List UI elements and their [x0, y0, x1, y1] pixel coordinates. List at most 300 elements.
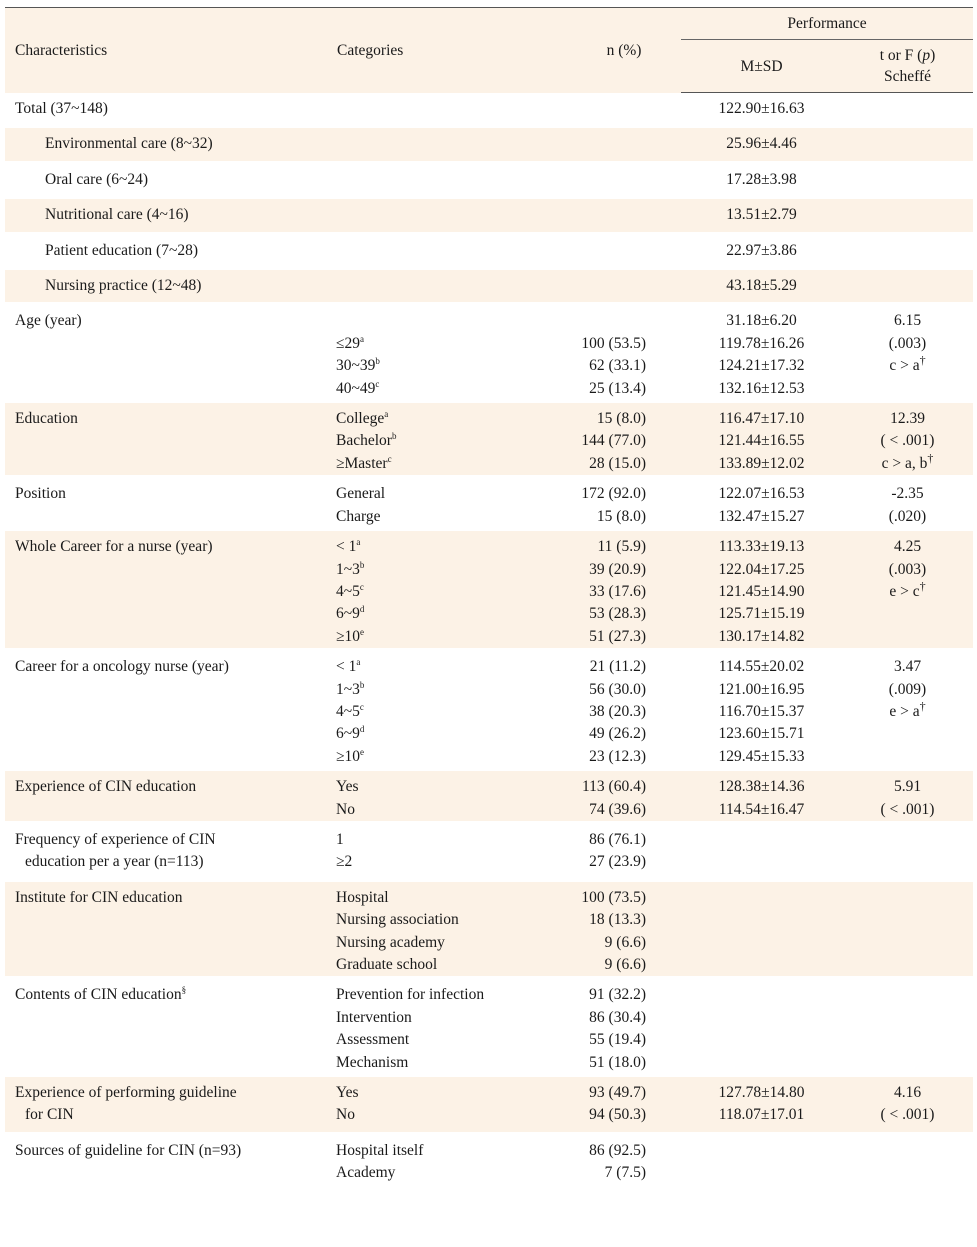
n-percent-line: [543, 310, 646, 332]
mean-sd-text: 132.47±15.27: [718, 507, 805, 525]
n-percent-line: [543, 1162, 646, 1184]
characteristic-text: Experience of CIN education: [15, 778, 197, 796]
table-body: [5, 93, 973, 1188]
category-superscript: b: [391, 431, 397, 442]
characteristic-cell: [5, 979, 327, 1077]
n-percent-text: 172 (92.0): [581, 485, 646, 503]
category-line: [336, 932, 543, 954]
header-characteristics: Characteristics: [5, 7, 327, 93]
characteristic-line: [45, 240, 327, 262]
mean-sd-text: 43.18±5.29: [726, 277, 797, 295]
test-statistic-text: (.003): [888, 560, 927, 578]
characteristic-line: [45, 169, 327, 191]
test-statistic-cell: [842, 199, 973, 234]
mean-sd-cell: [681, 305, 842, 403]
test-statistic-text: e > a: [889, 702, 920, 720]
mean-sd-line: [681, 453, 842, 475]
n-percent-text: 38 (20.3): [589, 702, 646, 720]
mean-sd-text: 22.97±3.86: [726, 241, 797, 259]
mean-sd-line: [681, 355, 842, 377]
test-statistic-line: [842, 578, 973, 603]
n-percent-text: 62 (33.1): [589, 357, 646, 375]
category-text: Nursing association: [336, 911, 459, 929]
characteristic-cell: [5, 1077, 327, 1135]
characteristic-text: Position: [15, 485, 66, 503]
mean-sd-text: 132.16±12.53: [718, 379, 805, 397]
characteristic-cell: [5, 270, 327, 305]
mean-sd-text: 122.07±16.53: [718, 485, 805, 503]
n-percent-text: 15 (8.0): [596, 507, 646, 525]
mean-sd-line: [681, 204, 842, 226]
mean-sd-cell: [681, 651, 842, 771]
category-line: [336, 746, 543, 768]
category-text: 30~39: [336, 357, 376, 375]
category-text: College: [336, 410, 385, 428]
category-text: Intervention: [336, 1008, 412, 1026]
mean-sd-line: [681, 275, 842, 297]
test-statistic-text: (.020): [888, 507, 927, 525]
n-percent-cell: [543, 93, 681, 128]
test-statistic-line: [842, 559, 973, 581]
category-superscript: d: [359, 724, 365, 735]
test-statistic-line: [842, 1104, 973, 1126]
test-statistic-cell: [842, 979, 973, 1077]
test-statistic-cell: [842, 128, 973, 163]
category-text: < 1: [336, 538, 357, 556]
n-percent-text: 9 (6.6): [604, 933, 646, 951]
n-percent-text: 21 (11.2): [589, 658, 646, 676]
n-percent-cell: [543, 1077, 681, 1135]
category-line: [336, 1140, 543, 1162]
characteristic-line: [15, 656, 327, 678]
mean-sd-line: [681, 603, 842, 625]
test-statistic-cell: [842, 651, 973, 771]
test-statistic-cell: [842, 403, 973, 478]
characteristic-text: Total (37~148): [15, 100, 108, 117]
header-categories: Categories: [327, 7, 543, 93]
test-statistic-text: 12.39: [890, 410, 925, 428]
mean-sd-line: [681, 1082, 842, 1104]
characteristic-line: [15, 984, 327, 1006]
characteristic-text: Nursing practice (12~48): [45, 277, 202, 295]
n-percent-cell: [543, 771, 681, 824]
n-percent-line: [543, 453, 646, 475]
mean-sd-line: [681, 310, 842, 332]
n-percent-text: 25 (13.4): [589, 379, 646, 397]
n-percent-text: 9 (6.6): [604, 956, 646, 973]
mean-sd-text: 121.45±14.90: [718, 582, 805, 600]
n-percent-cell: [543, 164, 681, 199]
mean-sd-line: [681, 506, 842, 528]
test-statistic-text: (.009): [888, 680, 927, 698]
category-superscript: b: [359, 559, 365, 570]
table-row: [5, 824, 973, 882]
mean-sd-cell: [681, 979, 842, 1077]
characteristic-cell: [5, 824, 327, 882]
mean-sd-text: 133.89±12.02: [718, 454, 805, 472]
category-line: [336, 909, 543, 931]
characteristic-text: Frequency of experience of CIN: [15, 830, 216, 848]
mean-sd-cell: [681, 824, 842, 882]
category-line: [336, 378, 543, 400]
mean-sd-text: 129.45±15.33: [718, 747, 805, 765]
mean-sd-line: [681, 378, 842, 400]
test-statistic-line: [842, 698, 973, 723]
category-cell: [327, 235, 543, 270]
mean-sd-line: [681, 333, 842, 355]
category-text: ≤29: [336, 334, 361, 352]
table-header: [5, 7, 973, 93]
table-row: [5, 270, 973, 305]
mean-sd-text: 17.28±3.98: [726, 170, 797, 188]
header-mean-sd: M±SD: [681, 40, 842, 93]
n-percent-line: [543, 355, 646, 377]
test-statistic-superscript: †: [919, 353, 926, 368]
test-statistic-superscript: †: [919, 698, 926, 713]
category-text: 40~49: [336, 379, 376, 397]
category-line: [336, 1052, 543, 1074]
category-line: [336, 776, 543, 798]
category-cell: [327, 270, 543, 305]
characteristics-table: [5, 7, 973, 1188]
characteristic-line: [15, 310, 327, 332]
n-percent-text: 144 (77.0): [581, 432, 646, 450]
test-statistic-cell: [842, 235, 973, 270]
mean-sd-cell: [681, 199, 842, 234]
category-superscript: e: [360, 626, 365, 637]
table-row: [5, 882, 973, 980]
test-statistic-cell: [842, 882, 973, 980]
characteristic-line: [15, 887, 327, 909]
n-percent-text: 100 (53.5): [581, 334, 646, 352]
mean-sd-cell: [681, 235, 842, 270]
category-text: Yes: [336, 1084, 359, 1102]
n-percent-line: [543, 909, 646, 931]
mean-sd-text: 119.78±16.26: [718, 334, 805, 352]
category-line: [336, 603, 543, 625]
mean-sd-text: 122.04±17.25: [718, 560, 805, 578]
characteristic-line: [15, 851, 327, 873]
test-statistic-text: ( < .001): [880, 800, 935, 818]
category-text: 6~9: [336, 605, 360, 623]
category-superscript: b: [375, 356, 380, 367]
n-percent-line: [543, 333, 646, 355]
category-cell: [327, 164, 543, 199]
n-percent-line: [543, 851, 646, 873]
characteristic-cell: [5, 478, 327, 531]
n-percent-text: 56 (30.0): [589, 680, 646, 698]
test-statistic-line: [842, 450, 973, 475]
mean-sd-text: 125.71±15.19: [718, 605, 805, 623]
category-superscript: a: [356, 657, 361, 668]
category-cell: [327, 1135, 543, 1188]
n-percent-line: [543, 887, 646, 909]
category-text: 1~3: [336, 560, 360, 578]
mean-sd-cell: [681, 1135, 842, 1188]
mean-sd-cell: [681, 531, 842, 651]
category-text: Hospital itself: [336, 1141, 424, 1159]
category-text: 6~9: [336, 725, 360, 743]
characteristic-line: [15, 536, 327, 558]
category-cell: [327, 403, 543, 478]
category-cell: [327, 531, 543, 651]
characteristic-text: Whole Career for a nurse (year): [15, 538, 213, 556]
category-text: Mechanism: [336, 1053, 409, 1071]
n-percent-text: 15 (8.0): [596, 410, 646, 428]
characteristic-cell: [5, 1135, 327, 1188]
characteristic-cell: [5, 882, 327, 980]
mean-sd-cell: [681, 882, 842, 980]
n-percent-text: 53 (28.3): [589, 605, 646, 623]
test-statistic-text: 3.47: [893, 658, 922, 676]
category-line: [336, 799, 543, 821]
category-superscript: d: [359, 604, 365, 615]
characteristic-text: Age (year): [15, 312, 82, 330]
n-percent-line: [543, 1007, 646, 1029]
n-percent-line: [543, 723, 646, 745]
category-superscript: a: [384, 409, 389, 420]
characteristic-cell: [5, 128, 327, 163]
n-percent-line: [543, 799, 646, 821]
test-statistic-cell: [842, 1077, 973, 1135]
mean-sd-cell: [681, 270, 842, 305]
characteristic-superscript: §: [181, 985, 187, 996]
n-percent-text: 93 (49.7): [589, 1084, 646, 1102]
n-percent-text: 55 (19.4): [589, 1031, 646, 1049]
mean-sd-text: 121.00±16.95: [718, 680, 805, 698]
category-text: Academy: [336, 1164, 396, 1182]
mean-sd-text: 31.18±6.20: [726, 312, 797, 330]
category-line: [336, 1162, 543, 1184]
test-statistic-text: -2.35: [891, 485, 924, 503]
n-percent-text: 86 (76.1): [589, 830, 646, 848]
n-percent-line: [543, 954, 646, 976]
category-line: [336, 581, 543, 603]
mean-sd-cell: [681, 93, 842, 128]
table-row: [5, 1135, 973, 1188]
category-superscript: a: [356, 537, 361, 548]
category-superscript: c: [387, 453, 392, 464]
category-superscript: c: [359, 701, 364, 712]
test-statistic-text: c > a: [889, 357, 920, 375]
mean-sd-cell: [681, 128, 842, 163]
category-text: 1~3: [336, 680, 360, 698]
table-row: [5, 403, 973, 478]
n-percent-text: 113 (60.4): [582, 778, 646, 796]
table-row: [5, 1077, 973, 1135]
category-text: ≥10: [336, 747, 361, 765]
mean-sd-line: [681, 240, 842, 262]
category-text: ≥10: [336, 627, 361, 645]
category-line: [336, 355, 543, 377]
n-percent-line: [543, 1052, 646, 1074]
characteristic-line: [15, 1140, 327, 1162]
table-row: [5, 531, 973, 651]
category-line: [336, 626, 543, 648]
mean-sd-line: [681, 536, 842, 558]
header-performance: Performance: [681, 7, 973, 40]
n-percent-line: [543, 559, 646, 581]
characteristic-text: Contents of CIN education: [15, 986, 182, 1004]
category-cell: [327, 979, 543, 1077]
category-line: [336, 483, 543, 505]
characteristic-line: [15, 829, 327, 851]
n-percent-cell: [543, 531, 681, 651]
n-percent-line: [543, 776, 646, 798]
n-percent-line: [543, 679, 646, 701]
n-percent-cell: [543, 403, 681, 478]
n-percent-line: [543, 483, 646, 505]
category-text: ≥2: [336, 853, 353, 871]
category-line: [336, 1082, 543, 1104]
test-statistic-line: [842, 333, 973, 355]
category-line: [336, 887, 543, 909]
category-cell: [327, 128, 543, 163]
category-cell: [327, 478, 543, 531]
mean-sd-cell: [681, 164, 842, 199]
characteristic-cell: [5, 403, 327, 478]
test-statistic-line: [842, 679, 973, 701]
category-text: 1: [336, 830, 344, 848]
n-percent-text: 74 (39.6): [589, 800, 646, 818]
category-text: < 1: [336, 658, 357, 676]
header-n-percent: n (%): [543, 7, 681, 93]
n-percent-line: [543, 378, 646, 400]
category-text: Assessment: [336, 1031, 410, 1049]
header-t-or-f: [842, 40, 973, 93]
n-percent-text: 28 (15.0): [589, 454, 646, 472]
n-percent-text: 51 (27.3): [589, 627, 646, 645]
test-statistic-text: 6.15: [893, 312, 922, 330]
test-statistic-cell: [842, 270, 973, 305]
characteristic-line: [15, 1104, 327, 1126]
category-superscript: c: [359, 581, 364, 592]
mean-sd-text: 25.96±4.46: [726, 135, 797, 153]
n-percent-line: [543, 581, 646, 603]
characteristic-text: Sources of guideline for CIN (n=93): [15, 1141, 242, 1159]
category-text: Nursing academy: [336, 933, 445, 951]
test-statistic-text: ( < .001): [880, 432, 935, 450]
test-statistic-line: [842, 355, 973, 377]
mean-sd-cell: [681, 771, 842, 824]
characteristic-line: [15, 98, 327, 120]
characteristic-cell: [5, 305, 327, 403]
n-percent-text: [642, 312, 646, 329]
n-percent-cell: [543, 235, 681, 270]
n-percent-line: [543, 536, 646, 558]
mean-sd-line: [681, 581, 842, 603]
mean-sd-line: [681, 746, 842, 768]
characteristic-text: education per a year (n=113): [25, 853, 204, 871]
category-line: [336, 1104, 543, 1126]
test-statistic-cell: [842, 531, 973, 651]
characteristic-cell: [5, 164, 327, 199]
mean-sd-line: [681, 1104, 842, 1126]
n-percent-text: 86 (92.5): [589, 1141, 646, 1159]
category-text: General: [336, 485, 386, 503]
mean-sd-text: 130.17±14.82: [718, 627, 805, 645]
test-statistic-line: [842, 506, 973, 528]
n-percent-line: [543, 1140, 646, 1162]
test-statistic-line: [842, 776, 973, 798]
category-line: [336, 851, 543, 873]
category-line: [336, 506, 543, 528]
test-statistic-text: 5.91: [893, 778, 922, 796]
test-statistic-line: [842, 430, 973, 452]
category-superscript: a: [360, 333, 365, 344]
mean-sd-line: [681, 98, 842, 120]
mean-sd-line: [681, 408, 842, 430]
category-line: [336, 453, 543, 475]
header-tf-text: t or F (p): [879, 47, 936, 64]
category-superscript: c: [375, 378, 380, 389]
category-text: 4~5: [336, 582, 360, 600]
category-cell: [327, 199, 543, 234]
characteristic-line: [15, 408, 327, 430]
test-statistic-cell: [842, 1135, 973, 1188]
category-line: [336, 430, 543, 452]
n-percent-line: [543, 984, 646, 1006]
characteristic-line: [15, 1082, 327, 1104]
category-text: Prevention for infection: [336, 986, 485, 1004]
n-percent-cell: [543, 199, 681, 234]
test-statistic-line: [842, 799, 973, 821]
table-row: [5, 979, 973, 1077]
category-line: [336, 559, 543, 581]
characteristic-text: Oral care (6~24): [45, 170, 149, 188]
mean-sd-text: 121.44±16.55: [718, 432, 805, 450]
characteristic-cell: [5, 771, 327, 824]
category-text: Bachelor: [336, 432, 392, 450]
mean-sd-text: 116.70±15.37: [718, 702, 805, 720]
test-statistic-cell: [842, 305, 973, 403]
n-percent-line: [543, 506, 646, 528]
test-statistic-cell: [842, 771, 973, 824]
category-text: Charge: [336, 507, 381, 525]
n-percent-line: [543, 932, 646, 954]
category-cell: [327, 1077, 543, 1135]
characteristic-cell: [5, 199, 327, 234]
mean-sd-line: [681, 656, 842, 678]
n-percent-line: [543, 1029, 646, 1051]
category-cell: [327, 771, 543, 824]
category-text: Yes: [336, 778, 359, 796]
n-percent-line: [543, 701, 646, 723]
test-statistic-line: [842, 310, 973, 332]
characteristic-line: [45, 133, 327, 155]
characteristic-text: for CIN: [25, 1106, 74, 1124]
n-percent-text: 100 (73.5): [581, 888, 646, 906]
n-percent-text: 33 (17.6): [589, 582, 646, 600]
mean-sd-text: 123.60±15.71: [718, 725, 805, 743]
n-percent-cell: [543, 882, 681, 980]
mean-sd-line: [681, 169, 842, 191]
category-line: [336, 679, 543, 701]
characteristic-cell: [5, 651, 327, 771]
category-line: [336, 1007, 543, 1029]
n-percent-text: 23 (12.3): [589, 747, 646, 765]
mean-sd-cell: [681, 1077, 842, 1135]
mean-sd-text: 114.54±16.47: [718, 800, 805, 818]
test-statistic-text: e > c: [889, 582, 920, 600]
characteristic-text: Nutritional care (4~16): [45, 206, 189, 224]
category-text: [336, 312, 340, 329]
category-cell: [327, 882, 543, 980]
mean-sd-text: 118.07±17.01: [718, 1106, 805, 1124]
test-statistic-cell: [842, 93, 973, 128]
category-line: [336, 723, 543, 745]
mean-sd-line: [681, 679, 842, 701]
